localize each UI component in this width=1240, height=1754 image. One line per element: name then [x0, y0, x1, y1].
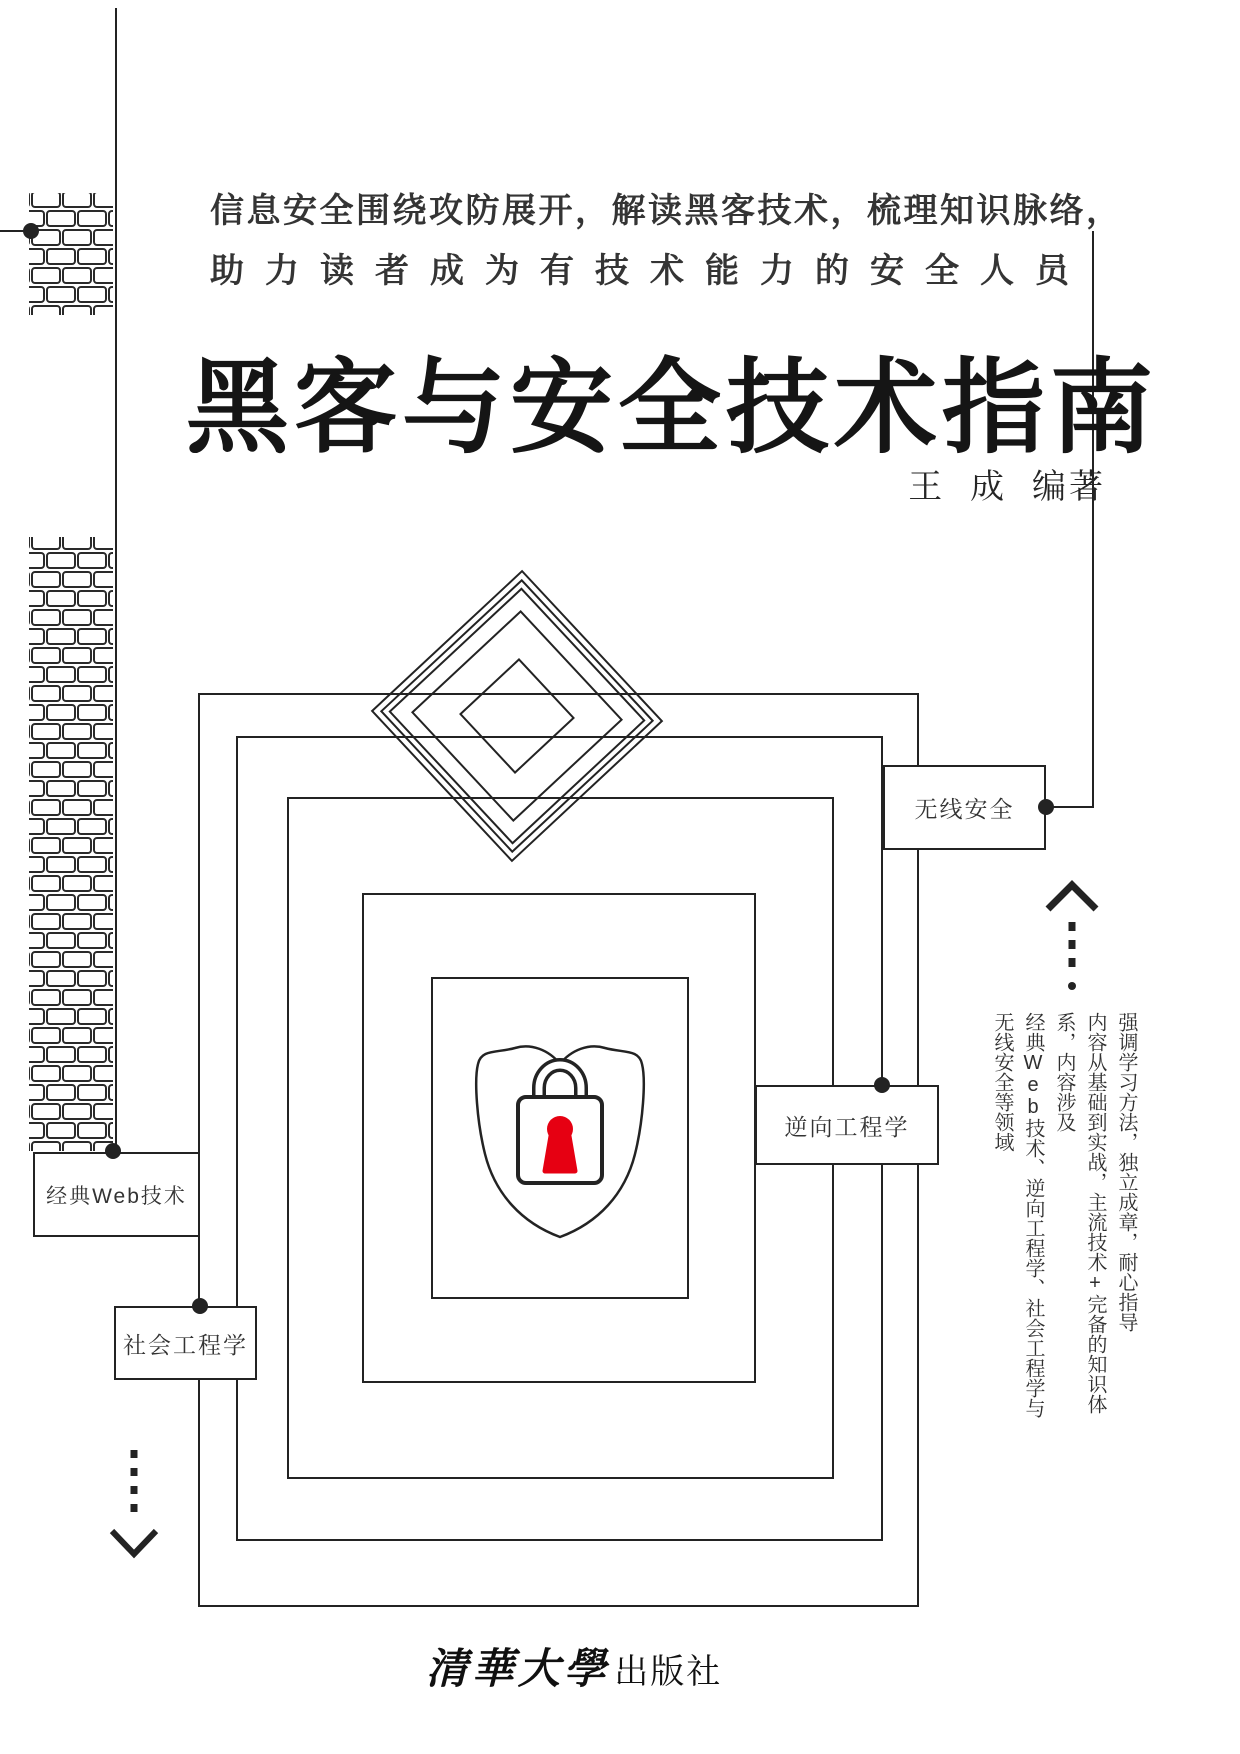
label-social-engineering: 社会工程学 [114, 1306, 257, 1380]
side-text-line2: 内容从基础到实战，主流技术+完备的知识体系，内容涉及 [1053, 1012, 1106, 1414]
connector-dot-social [192, 1298, 208, 1314]
connector-dot-web [105, 1143, 121, 1159]
brick-wall-small-icon [29, 193, 113, 315]
connector-dot-wireless [1038, 799, 1054, 815]
side-text-line1: 强调学习方法，独立成章，耐心指导 [1115, 1012, 1137, 1332]
label-classic-web: 经典Web技术 [33, 1152, 200, 1237]
wireless-connector-line [1046, 231, 1093, 807]
side-vertical-text [986, 1012, 1141, 1428]
book-title: 黑客与安全技术指南 [186, 352, 1158, 466]
down-arrow-icon [112, 1450, 156, 1554]
author-credit: 王 成 编著 [908, 468, 1106, 506]
publisher-org: 出版社 [614, 1654, 723, 1691]
publisher [419, 1636, 729, 1696]
keyhole-icon [545, 1116, 575, 1171]
tagline-line1: 信息安全围绕攻防展开，解读黑客技术，梳理知识脉络， [210, 192, 1123, 230]
side-text-line3: 经典Web技术、逆向工程学、社会工程学与无线安全等领域 [991, 1012, 1044, 1418]
label-reverse-engineering: 逆向工程学 [755, 1085, 939, 1165]
connector-dot-wall [23, 223, 39, 239]
publisher-logotype: 清華大學 [425, 1647, 610, 1693]
connector-dot-reverse [874, 1077, 890, 1093]
label-wireless-security: 无线安全 [883, 765, 1046, 850]
brick-wall-large-icon [29, 537, 113, 1151]
up-arrow-icon [1048, 885, 1096, 990]
tagline-line2: 助力读者成为有技术能力的安全人员 [210, 252, 1090, 290]
rotated-frames [372, 571, 662, 861]
